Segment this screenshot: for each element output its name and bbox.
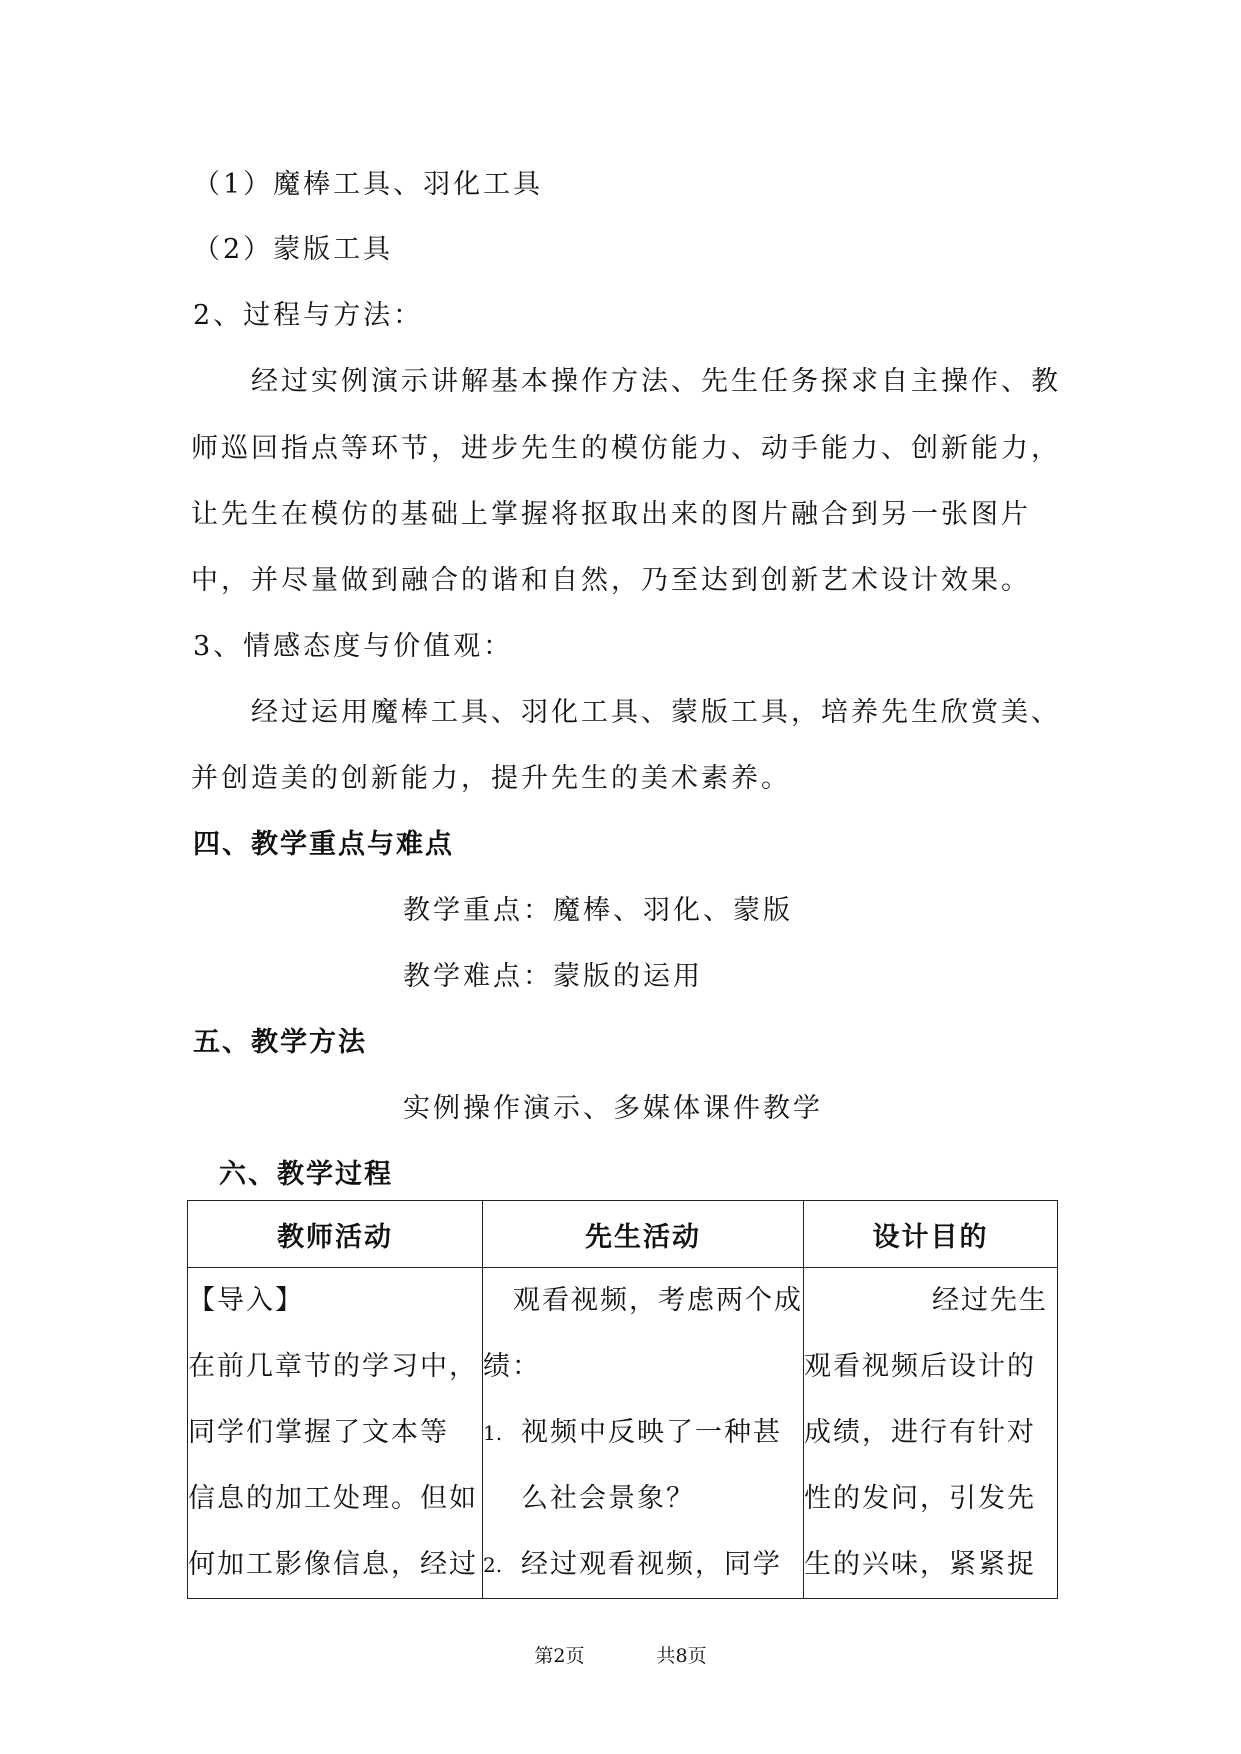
cell-line: 观看视频，考虑两个成 <box>513 1285 803 1316</box>
list-text: 视频中反映了一种甚 <box>521 1417 782 1448</box>
teacher-activity-cell <box>188 1268 483 1599</box>
list-item <box>483 1532 803 1598</box>
header-design-purpose: 设计目的 <box>804 1201 1058 1268</box>
header-student-activity: 先生活动 <box>483 1201 804 1268</box>
table-header-row <box>188 1201 1058 1268</box>
section-heading: 四、教学重点与难点 <box>193 829 454 860</box>
cell-line: 观看视频后设计的 <box>804 1351 1036 1382</box>
list-number: 1. <box>483 1421 503 1445</box>
text-line: 2、过程与方法： <box>193 300 424 331</box>
header-teacher-activity: 教师活动 <box>188 1201 483 1268</box>
design-purpose-cell <box>804 1268 1058 1599</box>
text-line: 中，并尽量做到融合的谐和自然，乃至达到创新艺术设计效果。 <box>191 565 1031 596</box>
teaching-method: 实例操作演示、多媒体课件教学 <box>403 1093 823 1124</box>
table-row <box>188 1268 1058 1599</box>
page-number: 第2页 <box>534 1645 585 1667</box>
list-text: 经过观看视频，同学 <box>521 1549 782 1580</box>
cell-line: 何加工影像信息，经过 <box>188 1549 478 1580</box>
text-line: 师巡回指点等环节，进步先生的模仿能力、动手能力、创新能力， <box>191 433 1061 464</box>
text-line: （2）蒙版工具 <box>193 234 394 265</box>
cell-line: 性的发问，引发先 <box>804 1483 1036 1514</box>
text-line: 经过实例演示讲解基本操作方法、先生任务探求自主操作、教 <box>251 366 1061 397</box>
page-footer <box>0 1641 1241 1668</box>
key-point: 教学重点：魔棒、羽化、蒙版 <box>403 895 793 926</box>
section-heading: 五、教学方法 <box>193 1027 367 1058</box>
teaching-process-table <box>187 1200 1058 1599</box>
cell-line: 么社会景象？ <box>521 1483 695 1514</box>
cell-line: 成绩，进行有针对 <box>804 1417 1036 1448</box>
list-item <box>483 1400 803 1466</box>
cell-line: 生的兴味，紧紧捉 <box>804 1549 1036 1580</box>
text-line: （1）魔棒工具、羽化工具 <box>193 169 544 200</box>
cell-line: 在前几章节的学习中， <box>188 1351 478 1382</box>
text-line: 3、情感态度与价值观： <box>193 631 514 662</box>
section-heading: 六、教学过程 <box>219 1159 393 1190</box>
student-activity-cell <box>483 1268 804 1599</box>
cell-line: 同学们掌握了文本等 <box>188 1417 449 1448</box>
page-total: 共8页 <box>656 1645 707 1667</box>
cell-line: 绩： <box>483 1351 541 1382</box>
cell-line: 经过先生 <box>932 1285 1048 1316</box>
text-line: 经过运用魔棒工具、羽化工具、蒙版工具，培养先生欣赏美、 <box>251 697 1061 728</box>
cell-line: 【导入】 <box>188 1285 304 1316</box>
text-line: 让先生在模仿的基础上掌握将抠取出来的图片融合到另一张图片 <box>191 499 1031 530</box>
list-number: 2. <box>483 1553 503 1577</box>
difficulty-point: 教学难点：蒙版的运用 <box>403 961 703 992</box>
cell-line: 信息的加工处理。但如 <box>188 1483 478 1514</box>
text-line: 并创造美的创新能力，提升先生的美术素养。 <box>191 763 791 794</box>
